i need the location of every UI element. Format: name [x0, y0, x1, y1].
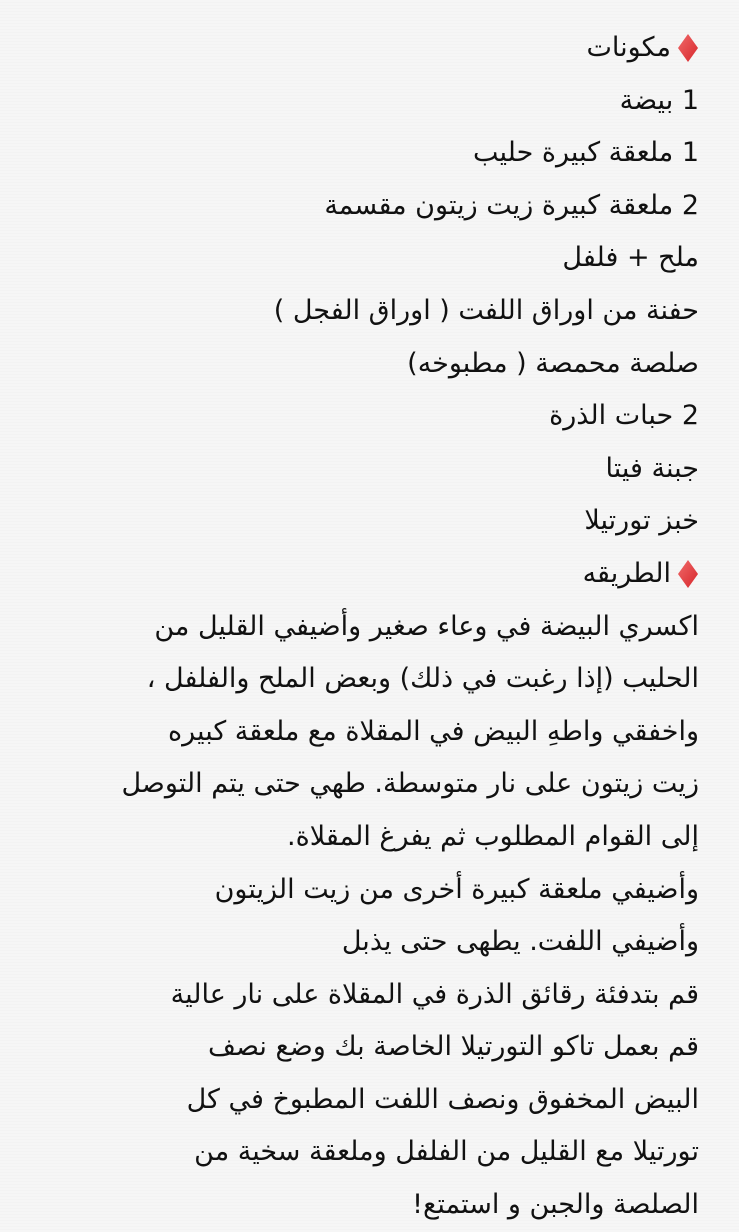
method-body — [40, 601, 699, 1232]
ingredient-item: حفنة من اوراق اللفت ( اوراق الفجل ) — [273, 294, 699, 326]
method-line: إلى القوام المطلوب ثم يفرغ المقلاة. — [287, 820, 699, 852]
ingredient-item: 1 ملعقة كبيرة حليب — [473, 137, 699, 169]
method-line: الصلصة والجبن و استمتع! — [412, 1189, 699, 1221]
method-heading — [40, 548, 699, 601]
method-line: واخفقي واطهِ البيض في المقلاة مع ملعقة كبيره — [168, 715, 699, 747]
ingredient-item: صلصة محمصة ( مطبوخه) — [407, 347, 699, 379]
method-line: الحليب (إذا رغبت في ذلك) وبعض الملح والفلفل ، — [146, 663, 699, 695]
ingredient-item: 2 حبات الذرة — [549, 400, 699, 432]
ingredients-heading-text: مكونات — [586, 32, 671, 63]
method-line: البيض المخفوق ونصف اللفت المطبوخ في كل — [186, 1083, 699, 1115]
method-heading-text: الطريقه — [582, 557, 671, 589]
ingredient-item: ملح + فلفل — [562, 242, 699, 274]
method-line: وأضيفي ملعقة كبيرة أخرى من زيت الزيتون — [214, 873, 699, 905]
method-line: قم بتدفئة رقائق الذرة في المقلاة على نار عالية — [170, 978, 699, 1010]
ingredient-item: 1 بيضة — [619, 84, 699, 116]
red-diamond-icon — [677, 33, 699, 63]
red-diamond-icon — [677, 559, 699, 589]
ingredient-item: 2 ملعقة كبيرة زيت زيتون مقسمة — [324, 189, 699, 221]
method-line: اكسري البيضة في وعاء صغير وأضيفي القليل من — [154, 610, 699, 642]
ingredient-item: خبز تورتيلا — [584, 505, 699, 537]
method-line: زيت زيتون على نار متوسطة. طهي حتى يتم التوصل — [121, 768, 699, 800]
ingredient-item: جبنة فيتا — [605, 452, 699, 484]
method-line: قم بعمل تاكو التورتيلا الخاصة بك وضع نصف — [208, 1031, 699, 1063]
ingredients-heading — [40, 22, 699, 75]
method-line: وأضيفي اللفت. يطهى حتى يذبل — [341, 926, 699, 958]
method-line: تورتيلا مع القليل من الفلفل وملعقة سخية من — [194, 1136, 699, 1168]
